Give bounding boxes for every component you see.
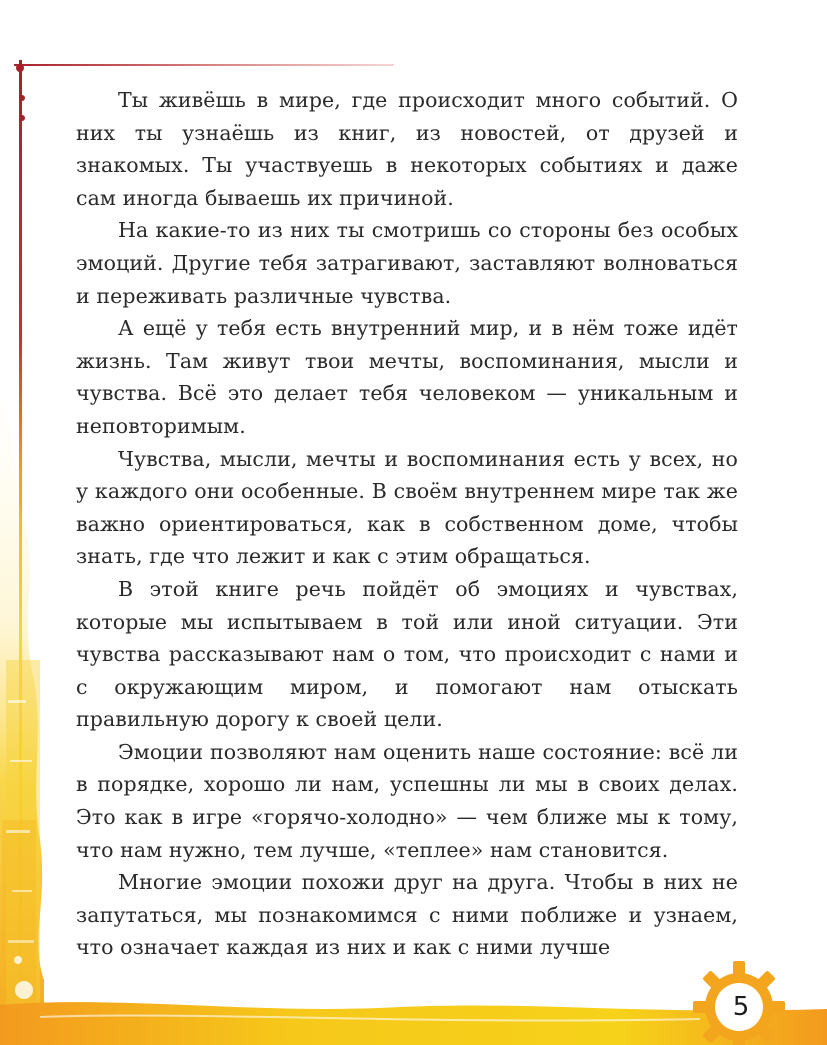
decorative-left-border (0, 60, 58, 1045)
page-number: 5 (732, 992, 750, 1022)
decorative-top-rule (14, 60, 394, 72)
paragraph: В этой книге речь пойдёт об эмоциях и чувствах, которые мы испытываем в той или иной ситуации. Эти чувства рассказывают нам о том, что происходит с нами и с окружающим миром, и помогают нам отыскать правильную дорогу к своей цели. (76, 576, 738, 732)
paragraph: Эмоции позволяют нам оценить наше состояние: всё ли в порядке, хорошо ли нам, успешны ли мы в своих делах. Это как в игре «горячо-холодно» — чем ближе мы к тому, что нам нужно, тем лучше, «теплее» нам становится. (76, 739, 738, 862)
body-text (76, 84, 738, 964)
paragraph: Многие эмоции похожи друг на друга. Чтобы в них не запутаться, мы познакомимся с ними поближе и узнаем, что означает каждая из них и как с ними лучше (76, 870, 738, 960)
paragraph: Ты живёшь в мире, где происходит много событий. О них ты узнаёшь из книг, из новостей, от друзей и знакомых. Ты участвуешь в некоторых событиях и даже сам иногда бываешь их причиной. (76, 88, 738, 210)
paragraph: На какие-то из них ты смотришь со стороны без особых эмоций. Другие тебя затрагивают, заставляют волноваться и переживать различные чувства. (76, 218, 738, 308)
paragraph: А ещё у тебя есть внутренний мир, и в нём тоже идёт жизнь. Там живут твои мечты, воспоминания, мысли и чувства. Всё это делает тебя человеком — уникальным и неповторимым. (76, 316, 738, 438)
paragraph: Чувства, мысли, мечты и воспоминания есть у всех, но у каждого они особенные. В своём внутреннем мире так же важно ориентироваться, как в собственном доме, чтобы знать, где что лежит и как с этим обращаться. (76, 446, 738, 569)
